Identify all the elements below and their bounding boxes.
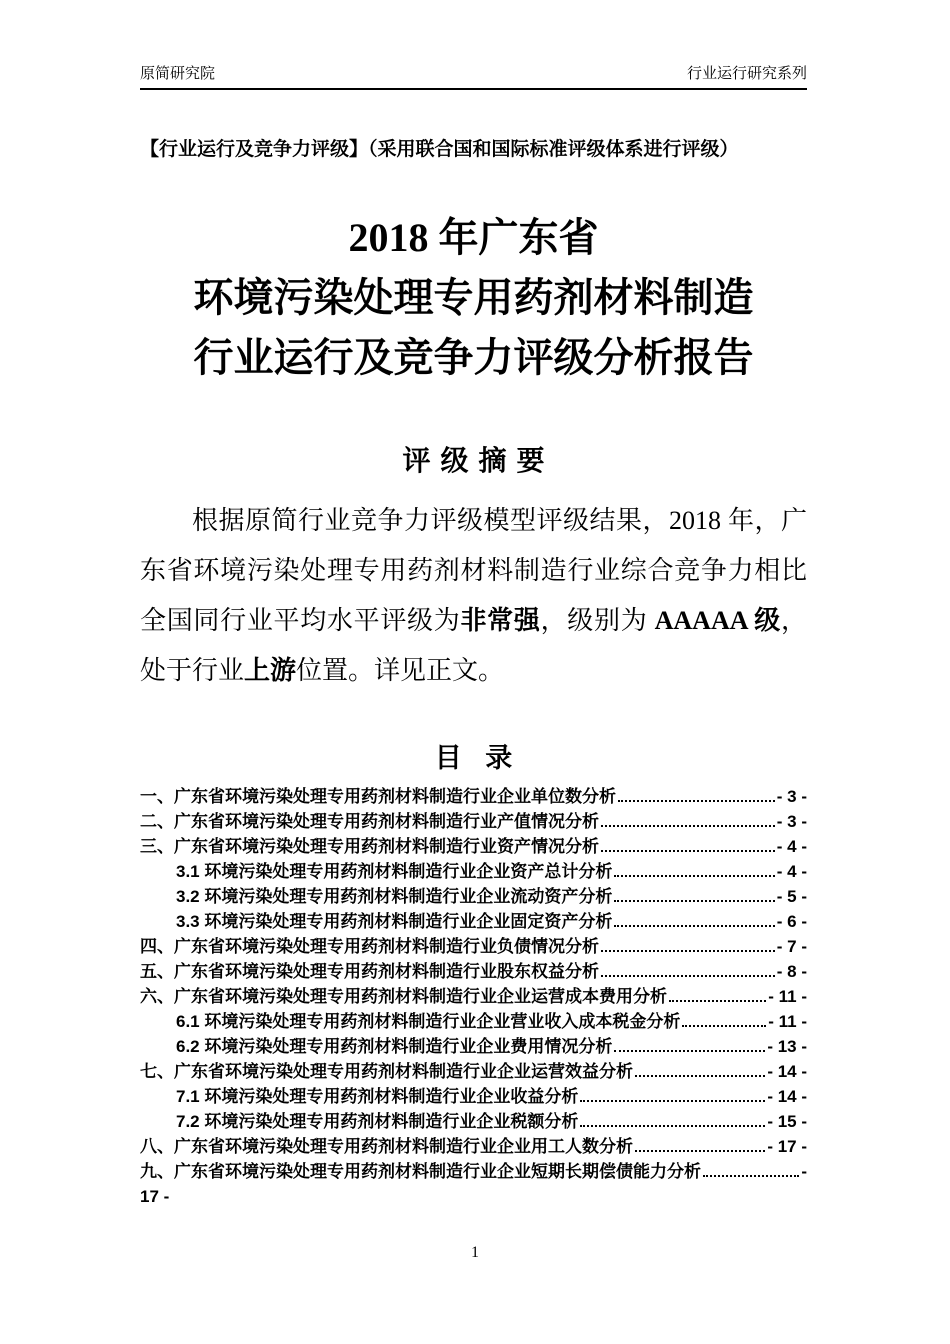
toc-entry-9[interactable] — [140, 1159, 807, 1184]
page-header — [140, 0, 807, 90]
summary-segment: 根据原简行业竞争力评级模型评级结果，2018 年，广东省环境污染处理专用药剂材料制造行业综合竞争力相比全国同行业平均水平评级为 — [140, 506, 807, 635]
toc-entry-title: 四、广东省环境污染处理专用药剂材料制造行业负债情况分析 — [140, 937, 599, 956]
toc-entry-3-2[interactable] — [140, 884, 807, 909]
toc-entry-title: 六、广东省环境污染处理专用药剂材料制造行业企业运营成本费用分析 — [140, 987, 667, 1006]
toc-heading: 目 录 — [434, 743, 521, 773]
summary-segment: ，处于行业 — [140, 606, 807, 685]
toc-leader-dots — [682, 1025, 766, 1027]
toc-entry-page: - 17 - — [767, 1137, 807, 1156]
toc-leader-dots — [601, 825, 775, 827]
toc-leader-dots — [614, 1050, 765, 1052]
toc-entry-page: - 6 - — [776, 912, 807, 931]
toc-entry-9-wrapped-page[interactable] — [140, 1184, 807, 1209]
toc-entry-title: 3.2 环境污染处理专用药剂材料制造行业企业流动资产分析 — [176, 887, 613, 906]
toc-entry-page: - — [801, 1162, 807, 1181]
toc-entry-6[interactable] — [140, 984, 807, 1009]
header-left-text: 原简研究院 — [140, 65, 216, 82]
toc-leader-dots — [618, 800, 775, 802]
toc-entry-3[interactable] — [140, 834, 807, 859]
report-title-line-3: 行业运行及竞争力评级分析报告 — [193, 335, 754, 380]
rating-note: 【行业运行及竞争力评级】（采用联合国和国际标准评级体系进行评级） — [140, 139, 739, 160]
toc-entry-title: 九、广东省环境污染处理专用药剂材料制造行业企业短期长期偿债能力分析 — [140, 1162, 701, 1181]
toc-entry-title: 6.2 环境污染处理专用药剂材料制造行业企业费用情况分析 — [176, 1037, 613, 1056]
toc-entry-3-3[interactable] — [140, 909, 807, 934]
toc-entry-title: 七、广东省环境污染处理专用药剂材料制造行业企业运营效益分析 — [140, 1062, 633, 1081]
page-number-footer: 1 — [471, 1244, 479, 1261]
toc-leader-dots — [703, 1175, 799, 1177]
summary-segment-rating-strength: 非常强 — [460, 606, 541, 635]
toc-entry-page: - 14 - — [767, 1062, 807, 1081]
summary-paragraph — [140, 496, 807, 696]
toc-entry-title: 一、广东省环境污染处理专用药剂材料制造行业企业单位数分析 — [140, 787, 616, 806]
toc-entry-3-1[interactable] — [140, 859, 807, 884]
report-title — [140, 208, 807, 388]
toc-entry-title: 二、广东省环境污染处理专用药剂材料制造行业产值情况分析 — [140, 812, 599, 831]
toc-entry-page: - 11 - — [768, 1012, 807, 1031]
toc-entry-title: 7.2 环境污染处理专用药剂材料制造行业企业税额分析 — [176, 1112, 579, 1131]
toc-entry-title: 八、广东省环境污染处理专用药剂材料制造行业企业用工人数分析 — [140, 1137, 633, 1156]
summary-segment-rating-grade: AAAAA 级 — [654, 606, 781, 635]
toc-entry-page: - 8 - — [776, 962, 807, 981]
toc-entry-page: - 15 - — [767, 1112, 807, 1131]
report-title-line-1: 2018 年广东省 — [348, 215, 599, 260]
toc-entry-6-1[interactable] — [140, 1009, 807, 1034]
toc-leader-dots — [580, 1100, 765, 1102]
toc-entry-7-1[interactable] — [140, 1084, 807, 1109]
toc-entry-page: - 3 - — [776, 787, 807, 806]
toc-entry-title: 6.1 环境污染处理专用药剂材料制造行业企业营业收入成本税金分析 — [176, 1012, 681, 1031]
toc-leader-dots — [614, 900, 774, 902]
toc-entry-page: - 14 - — [767, 1087, 807, 1106]
toc-entry-title: 三、广东省环境污染处理专用药剂材料制造行业资产情况分析 — [140, 837, 599, 856]
summary-segment: 位置。详见正文。 — [296, 656, 505, 685]
toc-entry-title: 五、广东省环境污染处理专用药剂材料制造行业股东权益分析 — [140, 962, 599, 981]
toc-entry-5[interactable] — [140, 959, 807, 984]
toc-entry-title: 3.1 环境污染处理专用药剂材料制造行业企业资产总计分析 — [176, 862, 613, 881]
toc-entry-page: - 3 - — [776, 812, 807, 831]
toc-entry-title: 3.3 环境污染处理专用药剂材料制造行业企业固定资产分析 — [176, 912, 613, 931]
toc-entry-2[interactable] — [140, 809, 807, 834]
toc-entry-8[interactable] — [140, 1134, 807, 1159]
toc-entry-page: - 5 - — [776, 887, 807, 906]
toc-entry-page: - 7 - — [776, 937, 807, 956]
toc-list — [140, 784, 807, 1209]
toc-entry-page: - 13 - — [767, 1037, 807, 1056]
toc-entry-title: 17 - — [140, 1187, 170, 1206]
toc-entry-6-2[interactable] — [140, 1034, 807, 1059]
summary-segment-rating-position: 上游 — [244, 656, 297, 685]
toc-leader-dots — [635, 1075, 765, 1077]
toc-leader-dots — [669, 1000, 766, 1002]
toc-leader-dots — [601, 975, 775, 977]
toc-leader-dots — [601, 850, 775, 852]
toc-entry-7-2[interactable] — [140, 1109, 807, 1134]
summary-segment: ，级别为 — [540, 606, 655, 635]
toc-leader-dots — [614, 875, 774, 877]
toc-entry-4[interactable] — [140, 934, 807, 959]
header-right-text: 行业运行研究系列 — [686, 65, 807, 82]
toc-entry-page: - 11 - — [768, 987, 807, 1006]
toc-leader-dots — [614, 925, 774, 927]
toc-entry-7[interactable] — [140, 1059, 807, 1084]
toc-leader-dots — [635, 1150, 765, 1152]
report-title-line-2: 环境污染处理专用药剂材料制造 — [193, 275, 754, 320]
toc-leader-dots — [580, 1125, 765, 1127]
toc-entry-page: - 4 - — [776, 837, 807, 856]
toc-entry-page: - 4 - — [776, 862, 807, 881]
toc-entry-1[interactable] — [140, 784, 807, 809]
toc-entry-title: 7.1 环境污染处理专用药剂材料制造行业企业收益分析 — [176, 1087, 579, 1106]
summary-heading: 评级摘要 — [402, 445, 555, 476]
toc-leader-dots — [601, 950, 775, 952]
